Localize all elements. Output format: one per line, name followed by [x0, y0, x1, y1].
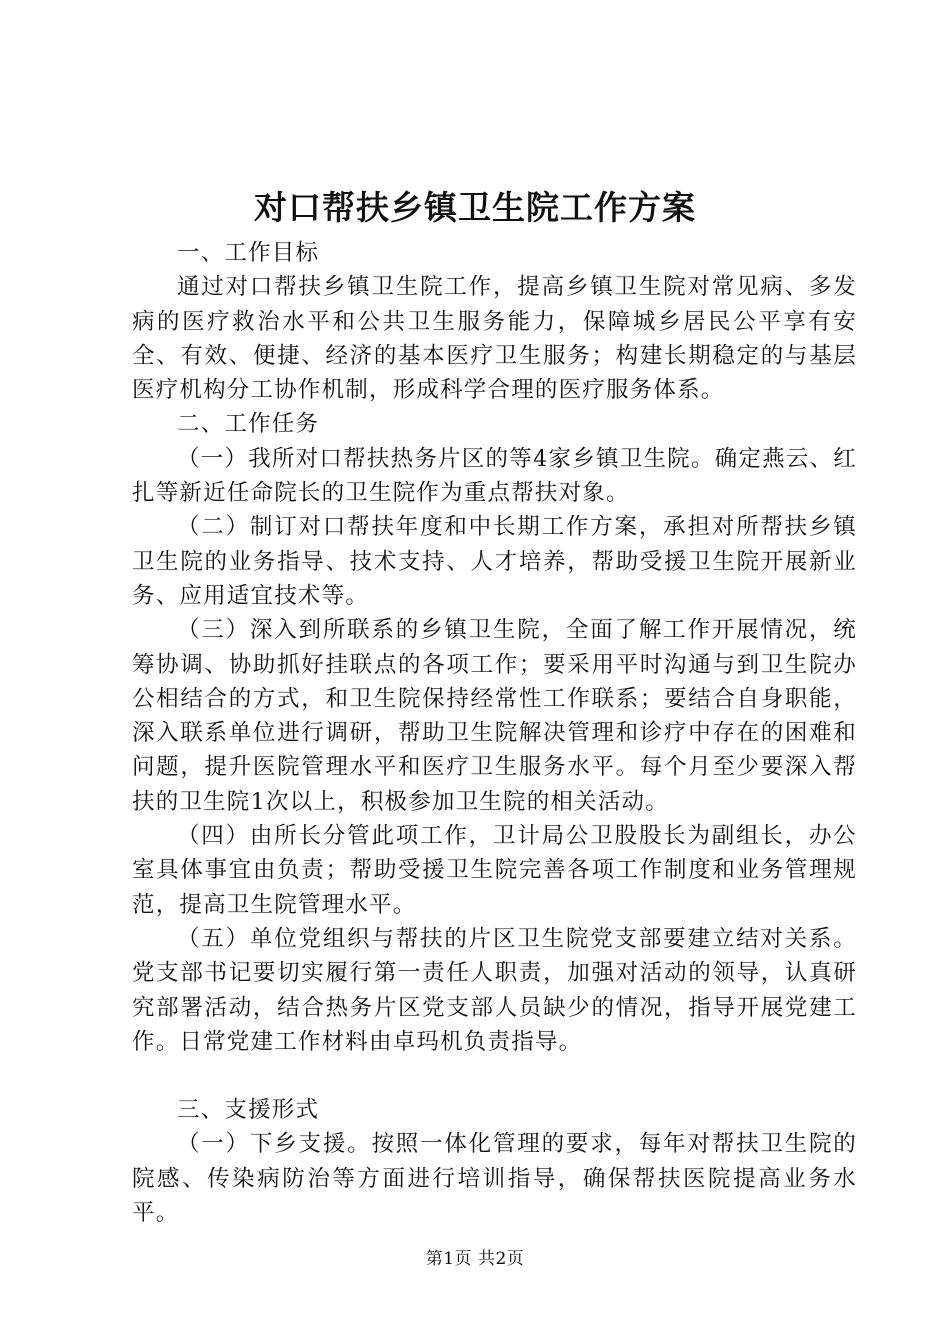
paragraph-support-1: （一）下乡支援。按照一体化管理的要求，每年对帮扶卫生院的院感、传染病防治等方面进行培训指导，确保帮扶医院提高业务水平。 [132, 1131, 857, 1227]
page-footer: 第1页 共2页 [425, 1249, 525, 1269]
paragraph-task-1: （一）我所对口帮扶热务片区的等4家乡镇卫生院。确定燕云、红扎等新近任命院长的卫生院作为重点帮扶对象。 [132, 445, 857, 507]
document-title: 对口帮扶乡镇卫生院工作方案 [254, 188, 696, 227]
paragraph-task-2: （二）制订对口帮扶年度和中长期工作方案，承担对所帮扶乡镇卫生院的业务指导、技术支持、人才培养，帮助受援卫生院开展新业务、应用适宜技术等。 [132, 514, 857, 609]
paragraph-task-5: （五）单位党组织与帮扶的片区卫生院党支部要建立结对关系。党支部书记要切实履行第一责任人职责，加强对活动的领导，认真研究部署活动，结合热务片区党支部人员缺少的情况，指导开展党建工作。日常党建工作材料由卓玛机负责指导。 [132, 925, 857, 1055]
section-heading-support: 三、支援形式 [177, 1097, 320, 1124]
paragraph-goals: 通过对口帮扶乡镇卫生院工作，提高乡镇卫生院对常见病、多发病的医疗救治水平和公共卫生服务能力，保障城乡居民公平享有安全、有效、便捷、经济的基本医疗卫生服务；构建长期稳定的与基层医疗机构分工协作机制，形成科学合理的医疗服务体系。 [132, 274, 857, 404]
section-heading-tasks: 二、工作任务 [177, 411, 320, 438]
paragraph-task-3: （三）深入到所联系的乡镇卫生院，全面了解工作开展情况，统筹协调、协助抓好挂联点的各项工作；要采用平时沟通与到卫生院办公相结合的方式，和卫生院保持经常性工作联系；要结合自身职能，深入联系单位进行调研，帮助卫生院解决管理和诊疗中存在的困难和问题，提升医院管理水平和医疗卫生服务水平。每个月至少要深入帮扶的卫生院1次以上，积极参加卫生院的相关活动。 [132, 617, 857, 815]
paragraph-task-4: （四）由所长分管此项工作，卫计局公卫股股长为副组长，办公室具体事宜由负责；帮助受援卫生院完善各项工作制度和业务管理规范，提高卫生院管理水平。 [132, 823, 857, 918]
document-body [132, 236, 857, 1230]
section-heading-goals: 一、工作目标 [177, 240, 320, 266]
blank-line [132, 1059, 857, 1093]
